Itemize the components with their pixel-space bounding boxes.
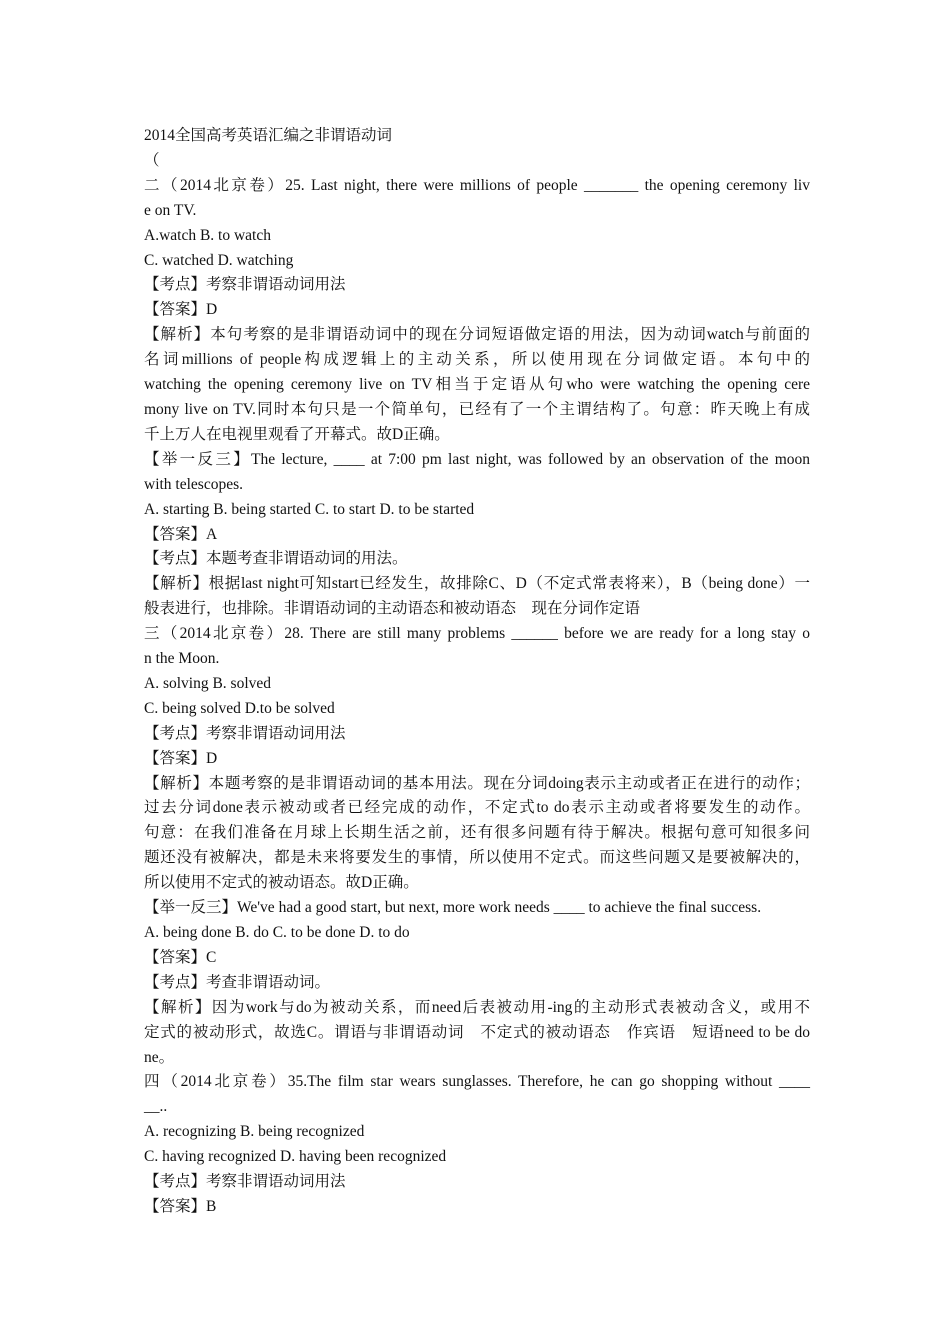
text-line: 【解析】本句考察的是非谓语动词中的现在分词短语做定语的用法，因为动词watch与前面的 — [144, 326, 810, 344]
text-line: （ — [144, 151, 160, 169]
text-line: 【举一反三】We've had a good start, but next, more work needs ____ to achieve the final success. — [144, 899, 762, 917]
text-line: 【考点】考察非谓语动词用法 — [144, 1173, 346, 1191]
text-line: 句意：在我们准备在月球上长期生活之前，还有很多问题有待于解决。根据句意可知很多问 — [144, 824, 810, 842]
text-line: 名词millions of people构成逻辑上的主动关系，所以使用现在分词做定语。本句中的 — [144, 351, 810, 369]
text-line: A.watch B. to watch — [144, 226, 271, 244]
text-line: A. solving B. solved — [144, 674, 272, 692]
text-line: 【答案】D — [144, 749, 218, 767]
text-line: 定式的被动形式，故选C。谓语与非谓语动词 不定式的被动语态 作宾语 短语need to be do — [144, 1023, 810, 1041]
text-line: A. recognizing B. being recognized — [144, 1123, 365, 1141]
text-line: 所以使用不定式的被动语态。故D正确。 — [144, 874, 419, 892]
text-line: C. being solved D.to be solved — [144, 699, 335, 717]
text-line: 【解析】根据last night可知start已经发生，故排除C、D（不定式常表将来），B（being done）一 — [144, 575, 810, 593]
text-line: mony live on TV.同时本句只是一个简单句，已经有了一个主谓结构了。句意：昨天晚上有成 — [144, 400, 810, 418]
text-line: 三（2014北京卷）28. There are still many problems ______ before we are ready for a long stay o — [144, 625, 810, 643]
text-line: e on TV. — [144, 201, 197, 219]
text-line: watching the opening ceremony live on TV相当于定语从句who were watching the opening cere — [144, 376, 810, 394]
text-line: with telescopes. — [144, 475, 244, 493]
text-line: A. starting B. being started C. to start D. to be started — [144, 500, 475, 518]
text-line: 【答案】A — [144, 525, 218, 543]
text-line: 过去分词done表示被动或者已经完成的动作，不定式to do表示主动或者将要发生的动作。 — [144, 799, 810, 817]
text-line: 【考点】考察非谓语动词用法 — [144, 276, 346, 294]
text-line: 【答案】D — [144, 301, 218, 319]
text-line: n the Moon. — [144, 650, 220, 668]
text-line: __.. — [144, 1098, 168, 1116]
text-line: 【考点】考查非谓语动词。 — [144, 973, 331, 991]
text-line: 【解析】因为work与do为被动关系，而need后表被动用-ing的主动形式表被动含义，或用不 — [144, 998, 810, 1016]
document-body — [144, 124, 810, 1220]
text-line: C. watched D. watching — [144, 251, 294, 269]
text-line: 【举一反三】The lecture, ____ at 7:00 pm last night, was followed by an observation of the moon — [144, 450, 810, 468]
text-line: 【考点】考察非谓语动词用法 — [144, 724, 346, 742]
text-line: ne。 — [144, 1048, 175, 1066]
document-lines — [144, 149, 810, 1220]
text-line: 【解析】本题考察的是非谓语动词的基本用法。现在分词doing表示主动或者正在进行的动作； — [144, 774, 810, 792]
text-line: 二（2014北京卷）25. Last night, there were millions of people _______ the opening ceremony liv — [144, 176, 810, 194]
text-line: 四（2014北京卷）35.The film star wears sunglasses. Therefore, he can go shopping without ____ — [144, 1073, 810, 1091]
text-line: 【考点】本题考查非谓语动词的用法。 — [144, 550, 408, 568]
text-line: 题还没有被解决，都是未来将要发生的事情，所以使用不定式。而这些问题又是要被解决的， — [144, 849, 810, 867]
text-line: 【答案】C — [144, 948, 217, 966]
text-line: 【答案】B — [144, 1197, 217, 1215]
text-line: C. having recognized D. having been recognized — [144, 1148, 447, 1166]
document-title: 2014全国高考英语汇编之非谓语动词 — [144, 127, 393, 144]
text-line: 千上万人在电视里观看了开幕式。故D正确。 — [144, 425, 450, 443]
text-line: A. being done B. do C. to be done D. to do — [144, 924, 410, 941]
text-line: 般表进行，也排除。非谓语动词的主动语态和被动语态 现在分词作定语 — [144, 600, 641, 618]
